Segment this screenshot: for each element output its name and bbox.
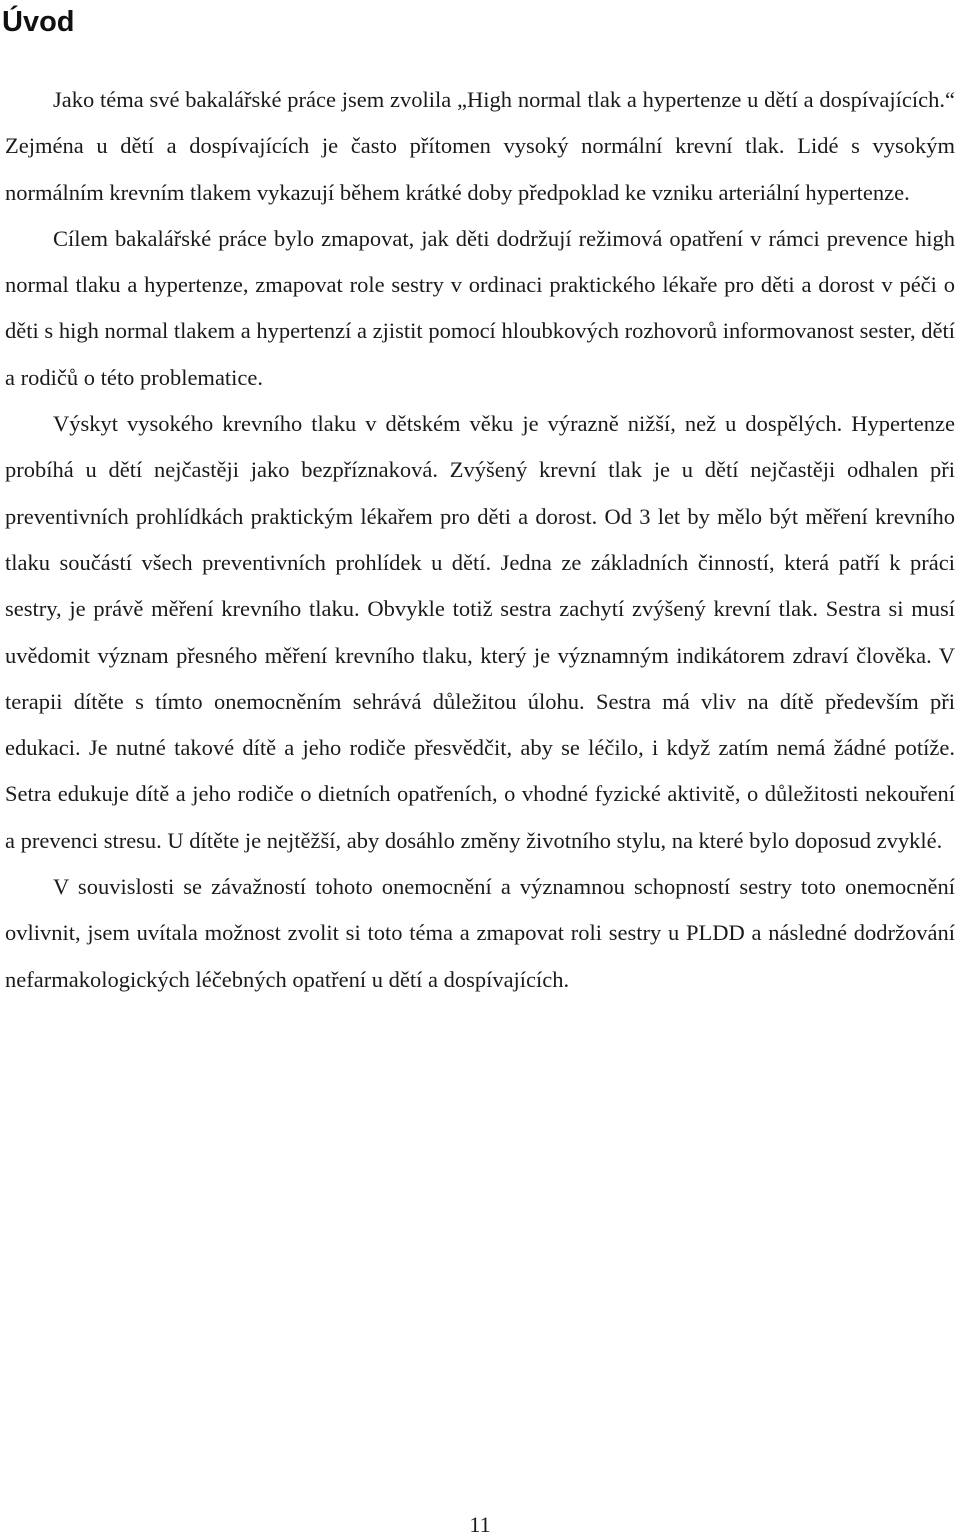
body-text — [5, 77, 955, 1003]
paragraph-topic: Jako téma své bakalářské práce jsem zvolila „High normal tlak a hypertenze u dětí a dospívajících.“ Zejména u dětí a dospívajících je často přítomen vysoký normální krevní tlak. Lidé s vysokým normálním krevním tlakem vykazují během krátké doby předpoklad ke vzniku arteriální hypertenze. — [5, 87, 955, 205]
paragraph-goal: Cílem bakalářské práce bylo zmapovat, jak děti dodržují režimová opatření v rámci prevence high normal tlaku a hypertenze, zmapovat role sestry v ordinaci praktického lékaře pro děti a dorost v péči o děti s high normal tlakem a hypertenzí a zjistit pomocí hloubkových rozhovorů informovanost sester, dětí a rodičů o této problematice. — [5, 225, 955, 390]
paragraph-motivation: V souvislosti se závažností tohoto onemocnění a významnou schopností sestry toto onemocnění ovlivnit, jsem uvítala možnost zvolit si toto téma a zmapovat roli sestry u PLDD a následné dodržování nefarmakologických léčebných opatření u dětí a dospívajících. — [5, 874, 955, 992]
paragraph-occurrence: Výskyt vysokého krevního tlaku v dětském věku je výrazně nižší, než u dospělých. Hypertenze probíhá u dětí nejčastěji jako bezpříznaková. Zvýšený krevní tlak je u dětí nejčastěji odhalen při preventivních prohlídkách praktickým lékařem pro děti a dorost. Od 3 let by mělo být měření krevního tlaku součástí všech preventivních prohlídek u dětí. Jedna ze základních činností, která patří k práci sestry, je právě měření krevního tlaku. Obvykle totiž sestra zachytí zvýšený krevní tlak. Sestra si musí uvědomit význam přesného měření krevního tlaku, který je významným indikátorem zdraví člověka. V terapii dítěte s tímto onemocněním sehrává důležitou úlohu. Sestra má vliv na dítě především při edukaci. Je nutné takové dítě a jeho rodiče přesvědčit, aby se léčilo, i když zatím nemá žádné potíže. Setra edukuje dítě a jeho rodiče o dietních opatřeních, o vhodné fyzické aktivitě, o důležitosti nekouření a prevenci stresu. U dítěte je nejtěžší, aby dosáhlo změny životního stylu, na které bylo doposud zvyklé. — [5, 411, 955, 853]
section-heading: Úvod — [2, 6, 75, 38]
page-number: 11 — [469, 1512, 491, 1537]
